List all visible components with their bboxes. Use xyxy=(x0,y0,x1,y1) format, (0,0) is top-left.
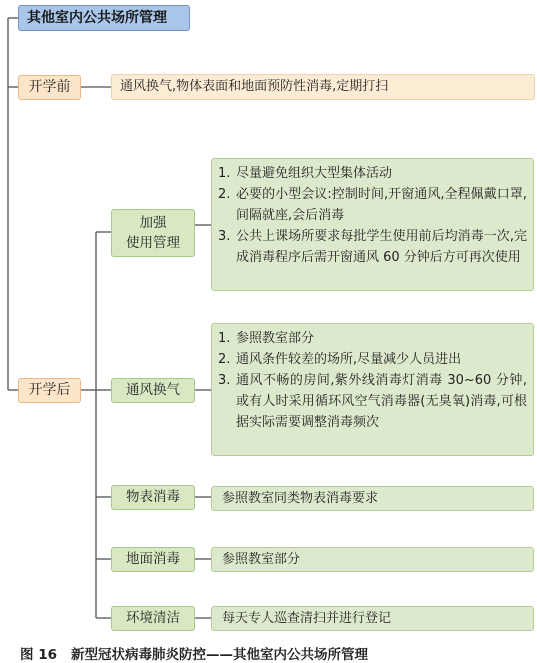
node-ventilation: 通风换气 xyxy=(111,378,195,403)
figure-caption xyxy=(20,643,368,663)
item-text: 通风条件较差的场所,尽量减少人员进出 xyxy=(236,352,462,367)
node-before-school: 开学前 xyxy=(18,75,81,100)
node-strengthen-label-line1: 加强 xyxy=(139,215,167,231)
diagram-title: 其他室内公共场所管理 xyxy=(18,5,190,31)
leaf-environment-cleaning: 每天专人巡查清扫并进行登记 xyxy=(211,606,534,631)
item-number: 3. xyxy=(218,373,231,388)
item-text: 尽量避免组织大型集体活动 xyxy=(236,166,393,181)
item-number: 2. xyxy=(218,187,231,202)
item-text: 必要的小型会议:控制时间,开窗通风,全程佩戴口罩,间隔就座,会后消毒 xyxy=(236,187,527,223)
list-item xyxy=(218,349,527,370)
node-strengthen-label-line2: 使用管理 xyxy=(126,235,180,251)
item-text: 参照教室部分 xyxy=(236,331,315,346)
node-strengthen-management xyxy=(111,209,195,257)
node-environment-cleaning: 环境清洁 xyxy=(111,606,195,631)
item-number: 2. xyxy=(218,352,231,367)
node-floor-disinfection: 地面消毒 xyxy=(111,547,195,572)
figure-number: 图 16 xyxy=(20,647,57,663)
item-text: 公共上课场所要求每批学生使用前后均消毒一次,完成消毒程序后需开窗通风 60 分钟后方可再次使用 xyxy=(236,229,527,265)
list-item xyxy=(218,184,527,226)
item-text: 通风不畅的房间,紫外线消毒灯消毒 30~60 分钟,或有人时采用循环风空气消毒器(无臭氧)消毒,可根据实际需要调整消毒频次 xyxy=(236,373,527,430)
list-item xyxy=(218,328,527,349)
list-item xyxy=(218,370,527,433)
item-number: 1. xyxy=(218,331,231,346)
list-item xyxy=(218,226,527,268)
figure-caption-text: 新型冠状病毒肺炎防控——其他室内公共场所管理 xyxy=(71,647,368,663)
leaf-surface-disinfection: 参照教室同类物表消毒要求 xyxy=(211,486,534,511)
list-item xyxy=(218,163,527,184)
item-number: 3. xyxy=(218,229,231,244)
node-before-school-detail: 通风换气,物体表面和地面预防性消毒,定期打扫 xyxy=(111,74,535,100)
node-after-school: 开学后 xyxy=(18,378,81,403)
leaf-floor-disinfection: 参照教室部分 xyxy=(211,547,534,572)
leaf-strengthen-management xyxy=(211,158,534,291)
leaf-ventilation xyxy=(211,323,534,456)
item-number: 1. xyxy=(218,166,231,181)
node-surface-disinfection: 物表消毒 xyxy=(111,485,195,510)
